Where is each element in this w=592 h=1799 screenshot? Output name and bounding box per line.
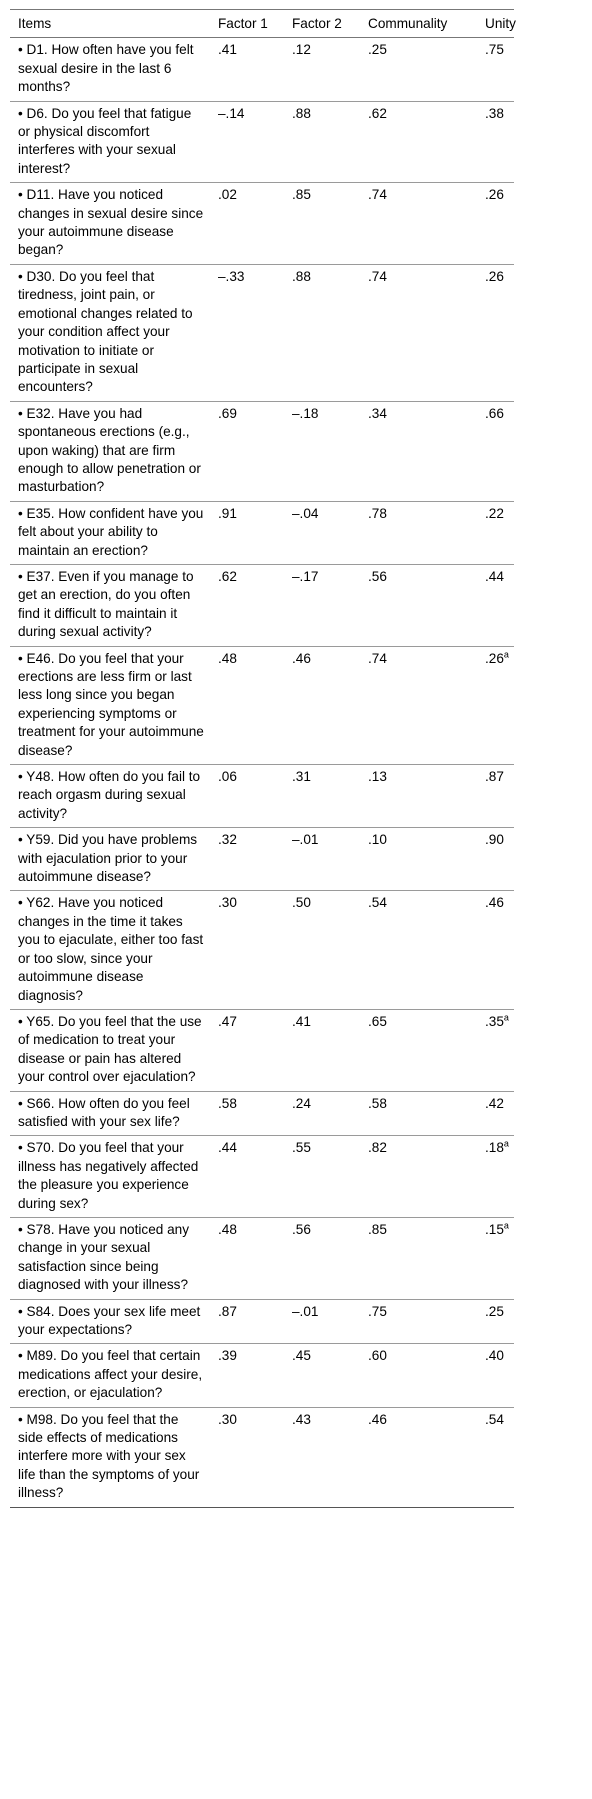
table-row <box>10 1217 514 1299</box>
factor-2-cell-text: –.01 <box>292 1303 319 1319</box>
unity-cell <box>477 1407 514 1507</box>
factor-1-cell-text: .48 <box>218 650 237 666</box>
item-cell <box>10 1217 210 1299</box>
factor-2-cell-text: .88 <box>292 268 311 284</box>
item-cell <box>10 891 210 1009</box>
factor-1-cell <box>210 101 284 183</box>
table-row <box>10 183 514 265</box>
communality-cell-text: .25 <box>368 42 387 58</box>
item-cell <box>10 646 210 764</box>
header-factor-1: Factor 1 <box>218 16 268 31</box>
header-unity: Unity <box>485 16 516 31</box>
factor-1-cell <box>210 828 284 891</box>
header-communality: Communality <box>368 16 448 31</box>
unity-cell <box>477 401 514 501</box>
unity-cell <box>477 1136 514 1218</box>
communality-cell-text: .78 <box>368 505 387 521</box>
item-cell-text: • E37. Even if you manage to get an erection, do you often find it difficult to maintain it during sexual activity? <box>18 568 194 640</box>
header-items: Items <box>18 16 52 31</box>
item-cell-text: • E32. Have you had spontaneous erections (e.g., upon waking) that are firm enough to allow penetration or masturbation? <box>18 405 201 495</box>
communality-cell <box>360 183 477 265</box>
unity-cell-text: .90 <box>485 832 504 848</box>
table-row <box>10 1009 514 1091</box>
communality-cell <box>360 564 477 646</box>
unity-cell <box>477 1217 514 1299</box>
factor-1-cell <box>210 38 284 101</box>
communality-cell-text: .13 <box>368 769 387 785</box>
item-cell <box>10 401 210 501</box>
factor-1-cell-text: –.33 <box>218 268 245 284</box>
table-header <box>10 10 514 38</box>
table-row <box>10 891 514 1009</box>
communality-cell-text: .82 <box>368 1140 387 1156</box>
factor-1-cell <box>210 564 284 646</box>
factor-2-cell-text: .24 <box>292 1095 311 1111</box>
unity-cell-text: .40 <box>485 1348 504 1364</box>
communality-cell <box>360 1299 477 1344</box>
communality-cell <box>360 891 477 1009</box>
communality-cell-text: .74 <box>368 650 387 666</box>
unity-cell <box>477 101 514 183</box>
item-cell-text: • S66. How often do you feel satisfied with your sex life? <box>18 1095 190 1129</box>
item-cell <box>10 38 210 101</box>
unity-cell-text: .66 <box>485 405 504 421</box>
factor-2-cell <box>284 765 360 828</box>
factor-2-cell-text: .41 <box>292 1013 311 1029</box>
item-cell <box>10 501 210 564</box>
factor-2-cell <box>284 264 360 401</box>
unity-cell <box>477 264 514 401</box>
item-cell-text: • D30. Do you feel that tiredness, joint pain, or emotional changes related to your condition affect your motivation to initiate or participate in sexual encounters? <box>18 268 193 395</box>
unity-cell <box>477 38 514 101</box>
factor-2-cell <box>284 646 360 764</box>
communality-cell-text: .56 <box>368 568 387 584</box>
communality-cell <box>360 1091 477 1136</box>
table-body <box>10 38 514 1507</box>
factor-1-cell <box>210 1217 284 1299</box>
footnote-marker: a <box>503 649 509 660</box>
factor-2-cell <box>284 828 360 891</box>
table-row <box>10 1407 514 1507</box>
factor-2-cell <box>284 1344 360 1407</box>
factor-1-cell <box>210 1136 284 1218</box>
unity-cell <box>477 564 514 646</box>
communality-cell <box>360 1217 477 1299</box>
unity-cell <box>477 1344 514 1407</box>
communality-cell <box>360 38 477 101</box>
item-cell <box>10 1407 210 1507</box>
factor-2-cell <box>284 101 360 183</box>
table-row <box>10 101 514 183</box>
factor-1-cell-text: .30 <box>218 895 237 911</box>
unity-cell-text: .42 <box>485 1095 504 1111</box>
table-row <box>10 38 514 101</box>
item-cell-text: • S70. Do you feel that your illness has negatively affected the pleasure you experience during sex? <box>18 1140 199 1211</box>
unity-cell-text: .54 <box>485 1411 504 1427</box>
factor-1-cell <box>210 501 284 564</box>
factor-2-cell-text: .46 <box>292 650 311 666</box>
factor-2-cell <box>284 38 360 101</box>
table-row <box>10 1344 514 1407</box>
factor-1-cell-text: .44 <box>218 1140 237 1156</box>
communality-cell-text: .58 <box>368 1095 387 1111</box>
factor-1-cell <box>210 1299 284 1344</box>
communality-cell <box>360 1344 477 1407</box>
item-cell-text: • Y62. Have you noticed changes in the time it takes you to ejaculate, either too fast or too slow, since your autoimmune disease diagnosis? <box>18 895 204 1003</box>
communality-cell <box>360 401 477 501</box>
factor-1-cell-text: .47 <box>218 1013 237 1029</box>
unity-cell-text: .26 <box>485 268 504 284</box>
factor-1-cell-text: .91 <box>218 505 237 521</box>
factor-2-cell-text: .43 <box>292 1411 311 1427</box>
unity-cell-text: .38 <box>485 105 504 121</box>
communality-cell-text: .62 <box>368 105 387 121</box>
unity-cell <box>477 1091 514 1136</box>
item-cell <box>10 828 210 891</box>
item-cell <box>10 765 210 828</box>
unity-cell <box>477 646 514 764</box>
unity-cell-text: .15 <box>485 1221 504 1237</box>
factor-1-cell-text: .87 <box>218 1303 237 1319</box>
factor-1-cell <box>210 1407 284 1507</box>
factor-table-container <box>10 9 514 1508</box>
item-cell <box>10 564 210 646</box>
factor-2-cell <box>284 1136 360 1218</box>
factor-1-cell-text: .58 <box>218 1095 237 1111</box>
item-cell <box>10 1344 210 1407</box>
communality-cell <box>360 1136 477 1218</box>
communality-cell-text: .74 <box>368 268 387 284</box>
item-cell-text: • S84. Does your sex life meet your expectations? <box>18 1303 201 1337</box>
factor-1-cell-text: .48 <box>218 1221 237 1237</box>
communality-cell <box>360 501 477 564</box>
factor-1-cell <box>210 1344 284 1407</box>
item-cell-text: • E35. How confident have you felt about your ability to maintain an erection? <box>18 505 204 558</box>
factor-2-cell-text: .45 <box>292 1348 311 1364</box>
table-row <box>10 1136 514 1218</box>
item-cell <box>10 101 210 183</box>
item-cell-text: • Y59. Did you have problems with ejaculation prior to your autoimmune disease? <box>18 832 198 885</box>
factor-2-cell <box>284 1299 360 1344</box>
unity-cell <box>477 183 514 265</box>
unity-cell <box>477 828 514 891</box>
item-cell-text: • D11. Have you noticed changes in sexual desire since your autoimmune disease began? <box>18 187 204 258</box>
factor-2-cell <box>284 891 360 1009</box>
item-cell-text: • M98. Do you feel that the side effects of medications interfere more with your sex life than the symptoms of your illness? <box>18 1411 200 1501</box>
table-row <box>10 1091 514 1136</box>
factor-2-cell-text: .50 <box>292 895 311 911</box>
unity-cell-text: .18 <box>485 1140 504 1156</box>
table-row <box>10 564 514 646</box>
factor-1-cell <box>210 1009 284 1091</box>
communality-cell-text: .74 <box>368 187 387 203</box>
unity-cell-text: .75 <box>485 42 504 58</box>
factor-2-cell <box>284 501 360 564</box>
communality-cell-text: .60 <box>368 1348 387 1364</box>
item-cell-text: • Y48. How often do you fail to reach orgasm during sexual activity? <box>18 769 201 821</box>
header-row <box>10 10 514 38</box>
factor-1-cell <box>210 264 284 401</box>
communality-cell <box>360 765 477 828</box>
factor-2-cell-text: –.18 <box>292 405 319 421</box>
factor-1-cell <box>210 401 284 501</box>
factor-2-cell <box>284 1091 360 1136</box>
factor-2-cell <box>284 183 360 265</box>
factor-2-cell <box>284 564 360 646</box>
factor-1-cell-text: .62 <box>218 568 237 584</box>
communality-cell <box>360 101 477 183</box>
footnote-marker: a <box>503 1138 509 1149</box>
item-cell <box>10 264 210 401</box>
factor-2-cell-text: –.04 <box>292 505 319 521</box>
table-row <box>10 264 514 401</box>
communality-cell-text: .75 <box>368 1303 387 1319</box>
factor-1-cell-text: .30 <box>218 1411 237 1427</box>
factor-2-cell-text: .88 <box>292 105 311 121</box>
unity-cell <box>477 1009 514 1091</box>
unity-cell-text: .35 <box>485 1013 504 1029</box>
factor-analysis-table <box>10 9 514 1508</box>
communality-cell-text: .10 <box>368 832 387 848</box>
factor-2-cell <box>284 401 360 501</box>
table-row <box>10 401 514 501</box>
factor-1-cell <box>210 646 284 764</box>
unity-cell-text: .22 <box>485 505 504 521</box>
factor-1-cell <box>210 183 284 265</box>
communality-cell <box>360 646 477 764</box>
factor-2-cell-text: –.17 <box>292 568 319 584</box>
table-row <box>10 765 514 828</box>
unity-cell-text: .46 <box>485 895 504 911</box>
unity-cell-text: .87 <box>485 769 504 785</box>
unity-cell-text: .44 <box>485 568 504 584</box>
footnote-marker: a <box>503 1012 509 1023</box>
unity-cell-text: .26 <box>485 650 504 666</box>
item-cell-text: • E46. Do you feel that your erections are less firm or last less long since you began experiencing symptoms or treatment for your autoimmune disease? <box>18 650 204 758</box>
factor-1-cell-text: .32 <box>218 832 237 848</box>
factor-1-cell-text: .39 <box>218 1348 237 1364</box>
factor-2-cell-text: .31 <box>292 769 311 785</box>
factor-2-cell-text: .12 <box>292 42 311 58</box>
unity-cell <box>477 765 514 828</box>
factor-1-cell <box>210 1091 284 1136</box>
unity-cell <box>477 501 514 564</box>
factor-1-cell-text: .41 <box>218 42 237 58</box>
item-cell-text: • Y65. Do you feel that the use of medication to treat your disease or pain has altered your control over ejaculation? <box>18 1013 202 1085</box>
unity-cell <box>477 891 514 1009</box>
factor-1-cell-text: .69 <box>218 405 237 421</box>
factor-2-cell <box>284 1217 360 1299</box>
factor-2-cell-text: .55 <box>292 1140 311 1156</box>
factor-2-cell <box>284 1009 360 1091</box>
footnote-marker: a <box>503 1220 509 1231</box>
item-cell <box>10 1136 210 1218</box>
communality-cell-text: .34 <box>368 405 387 421</box>
factor-1-cell <box>210 891 284 1009</box>
communality-cell-text: .54 <box>368 895 387 911</box>
factor-1-cell <box>210 765 284 828</box>
factor-2-cell-text: –.01 <box>292 832 319 848</box>
item-cell-text: • M89. Do you feel that certain medications affect your desire, erection, or ejaculation? <box>18 1348 203 1401</box>
factor-1-cell-text: .06 <box>218 769 237 785</box>
header-factor-2: Factor 2 <box>292 16 342 31</box>
table-row <box>10 646 514 764</box>
item-cell-text: • D1. How often have you felt sexual desire in the last 6 months? <box>18 42 194 95</box>
factor-1-cell-text: .02 <box>218 187 237 203</box>
item-cell <box>10 1091 210 1136</box>
communality-cell-text: .85 <box>368 1221 387 1237</box>
unity-cell-text: .26 <box>485 187 504 203</box>
factor-1-cell-text: –.14 <box>218 105 245 121</box>
communality-cell <box>360 264 477 401</box>
table-row <box>10 1299 514 1344</box>
communality-cell-text: .46 <box>368 1411 387 1427</box>
item-cell <box>10 183 210 265</box>
item-cell-text: • D6. Do you feel that fatigue or physical discomfort interferes with your sexual interest? <box>18 105 192 176</box>
item-cell-text: • S78. Have you noticed any change in your sexual satisfaction since being diagnosed with your illness? <box>18 1221 190 1293</box>
item-cell <box>10 1009 210 1091</box>
unity-cell <box>477 1299 514 1344</box>
communality-cell <box>360 1407 477 1507</box>
communality-cell <box>360 1009 477 1091</box>
factor-2-cell-text: .85 <box>292 187 311 203</box>
communality-cell-text: .65 <box>368 1013 387 1029</box>
table-row <box>10 828 514 891</box>
unity-cell-text: .25 <box>485 1303 504 1319</box>
item-cell <box>10 1299 210 1344</box>
table-row <box>10 501 514 564</box>
factor-2-cell-text: .56 <box>292 1221 311 1237</box>
factor-2-cell <box>284 1407 360 1507</box>
communality-cell <box>360 828 477 891</box>
